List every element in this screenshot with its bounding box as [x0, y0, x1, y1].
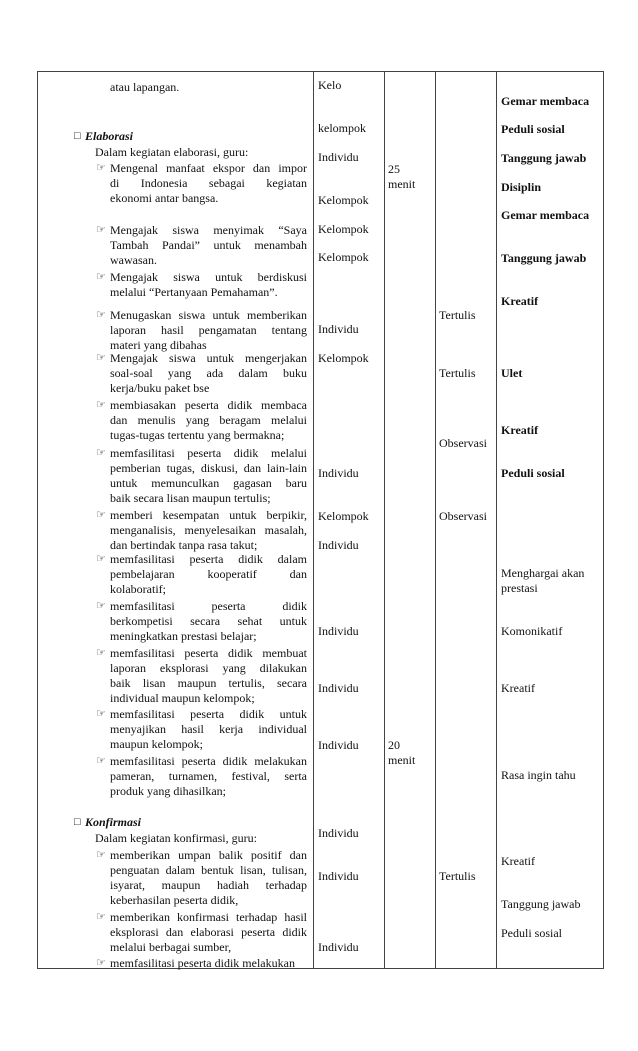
list-item-line: keberhasilan peserta didik, — [110, 893, 239, 907]
grouping-label: Kelompok — [318, 250, 369, 264]
elaborasi-heading: Elaborasi — [85, 129, 134, 143]
character-value: Kreatif — [501, 681, 535, 695]
list-item-line: menganalisis, menyelesaikan masalah, — [110, 523, 307, 537]
list-item-line: maupun kelompok; — [110, 737, 203, 751]
grouping-label: Individu — [318, 826, 359, 840]
grouping-label: Kelompok — [318, 193, 369, 207]
grouping-label: Kelo — [318, 78, 342, 92]
hand-pointing-bullet-icon: ☞ — [96, 647, 106, 659]
list-item-line: laporan eksplorasi yang dilakukan — [110, 661, 307, 675]
list-item-line: memberikan konfirmasi terhadap hasil — [110, 910, 307, 924]
assessment-label: Tertulis — [439, 366, 476, 380]
list-item-line: memfasilitasi peserta didik — [110, 599, 307, 613]
grouping-label: Individu — [318, 940, 359, 954]
list-item-line: kolaboratif; — [110, 582, 166, 596]
list-item-line: produk yang dihasilkan; — [110, 784, 226, 798]
list-item-line: Mengajak siswa untuk mengerjakan — [110, 351, 307, 365]
list-item-line: melalui “Pertanyaan Pemahaman”. — [110, 285, 278, 299]
character-value: Ulet — [501, 366, 523, 380]
hand-pointing-bullet-icon: ☞ — [96, 309, 106, 321]
square-bullet-icon: □ — [74, 816, 81, 828]
hand-pointing-bullet-icon: ☞ — [96, 849, 106, 861]
list-item-line: tugas-tugas tertentu yang bermakna; — [110, 428, 285, 442]
list-item-line: Tambah Pandai” untuk menambah — [110, 238, 307, 252]
hand-pointing-bullet-icon: ☞ — [96, 509, 106, 521]
character-value: Menghargai akan — [501, 566, 585, 580]
time-value: 20 — [388, 738, 400, 752]
hand-pointing-bullet-icon: ☞ — [96, 708, 106, 720]
list-item-line: eksplorasi dan elaborasi peserta didik — [110, 925, 307, 939]
konfirmasi-heading: Konfirmasi — [85, 815, 142, 829]
grouping-label: Kelompok — [318, 222, 369, 236]
list-item-line: meningkatkan prestasi belajar; — [110, 629, 257, 643]
hand-pointing-bullet-icon: ☞ — [96, 399, 106, 411]
hand-pointing-bullet-icon: ☞ — [96, 224, 106, 236]
character-value: Gemar membaca — [501, 94, 590, 108]
list-item-line: untuk memunculkan gagasan baru — [110, 476, 307, 490]
list-item-line: memfasilitasi peserta didik membuat — [110, 646, 307, 660]
list-item-line: memberikan umpan balik positif dan — [110, 848, 307, 862]
list-item-line: baik secara lisan maupun tertulis; — [110, 491, 271, 505]
list-item-line: Mengenal manfaat ekspor dan impor — [110, 161, 307, 175]
character-value: Kreatif — [501, 854, 535, 868]
hand-pointing-bullet-icon: ☞ — [96, 600, 106, 612]
square-bullet-icon: □ — [74, 130, 81, 142]
character-value: Tanggung jawab — [501, 897, 581, 911]
column-divider — [496, 72, 497, 968]
grouping-label: Individu — [318, 681, 359, 695]
list-item-line: memfasilitasi peserta didik dalam — [110, 552, 307, 566]
list-item-line: penguatan dalam bentuk lisan, tulisan, — [110, 863, 307, 877]
list-item-line: memfasilitasi peserta didik melakukan — [110, 754, 307, 768]
hand-pointing-bullet-icon: ☞ — [96, 162, 106, 174]
list-item-line: soal-soal yang ada dalam buku — [110, 366, 307, 380]
list-item-line: memberi kesempatan untuk berpikir, — [110, 508, 307, 522]
list-item-line: di Indonesia sebagai kegiatan — [110, 176, 307, 190]
assessment-label: Observasi — [439, 436, 487, 450]
list-item-line: baik lisan maupun tertulis, secara — [110, 676, 307, 690]
list-item-line: berkompetisi secara sehat untuk — [110, 614, 307, 628]
time-unit: menit — [388, 177, 416, 191]
character-value: prestasi — [501, 581, 538, 595]
column-divider — [313, 72, 314, 968]
character-value: Tanggung jawab — [501, 251, 587, 265]
grouping-label: Individu — [318, 538, 359, 552]
character-value: Peduli sosial — [501, 466, 565, 480]
assessment-label: Tertulis — [439, 308, 476, 322]
list-item-line: isyarat, maupun hadiah terhadap — [110, 878, 307, 892]
grouping-label: Individu — [318, 322, 359, 336]
grouping-label: Individu — [318, 466, 359, 480]
list-item-line: materi yang dibahas — [110, 338, 207, 352]
list-item-line: menyajikan hasil kerja individual — [110, 722, 307, 736]
character-value: Komonikatif — [501, 624, 563, 638]
hand-pointing-bullet-icon: ☞ — [96, 755, 106, 767]
column-divider — [435, 72, 436, 968]
elaborasi-lead: Dalam kegiatan elaborasi, guru: — [95, 145, 249, 159]
character-value: Kreatif — [501, 294, 539, 308]
character-value: Disiplin — [501, 180, 542, 194]
hand-pointing-bullet-icon: ☞ — [96, 957, 106, 969]
list-item-line: memfasilitasi peserta didik untuk — [110, 707, 307, 721]
hand-pointing-bullet-icon: ☞ — [96, 352, 106, 364]
list-item-line: ekonomi antar bangsa. — [110, 191, 219, 205]
character-value: Rasa ingin tahu — [501, 768, 576, 782]
time-unit: menit — [388, 753, 416, 767]
list-item-line: Mengajak siswa menyimak “Saya — [110, 223, 307, 237]
list-item-line: Mengajak siswa untuk berdiskusi — [110, 270, 307, 284]
list-item-line: wawasan. — [110, 253, 157, 267]
list-item-line: Menugaskan siswa untuk memberikan — [110, 308, 307, 322]
konfirmasi-lead: Dalam kegiatan konfirmasi, guru: — [95, 831, 257, 845]
grouping-label: Individu — [318, 738, 359, 752]
list-item-line: memfasilitasi peserta didik melalui — [110, 446, 307, 460]
list-item-line: melalui berbagai sumber, — [110, 940, 232, 954]
list-item-line: pemberian tugas, diskusi, dan lain-lain — [110, 461, 307, 475]
list-item-line: laporan hasil pengamatan tentang — [110, 323, 307, 337]
character-value: Peduli sosial — [501, 122, 565, 136]
character-value: Peduli sosial — [501, 926, 563, 940]
list-item-line: individual maupun kelompok; — [110, 691, 255, 705]
list-item-line: membiasakan peserta didik membaca — [110, 398, 307, 412]
character-value: Kreatif — [501, 423, 539, 437]
hand-pointing-bullet-icon: ☞ — [96, 447, 106, 459]
time-value: 25 — [388, 162, 400, 176]
hand-pointing-bullet-icon: ☞ — [96, 911, 106, 923]
list-item-line: kerja/buku paket bse — [110, 381, 210, 395]
assessment-label: Observasi — [439, 509, 487, 523]
list-item-line: pameran, turnamen, festival, serta — [110, 769, 307, 783]
grouping-label: kelompok — [318, 121, 366, 135]
list-item-line: dan menulis yang beragam melalui — [110, 413, 307, 427]
grouping-label: Individu — [318, 624, 359, 638]
grouping-label: Individu — [318, 869, 359, 883]
list-item-line: memfasilitasi peserta didik melakukan — [110, 956, 295, 970]
hand-pointing-bullet-icon: ☞ — [96, 271, 106, 283]
hand-pointing-bullet-icon: ☞ — [96, 553, 106, 565]
character-value: Gemar membaca — [501, 208, 590, 222]
list-item-line: dan bertindak tanpa rasa takut; — [110, 538, 258, 552]
intro-line: atau lapangan. — [110, 80, 180, 94]
column-divider — [384, 72, 385, 968]
grouping-label: Kelompok — [318, 351, 369, 365]
grouping-label: Individu — [318, 150, 359, 164]
assessment-label: Tertulis — [439, 869, 476, 883]
list-item-line: pembelajaran kooperatif dan — [110, 567, 307, 581]
character-value: Tanggung jawab — [501, 151, 587, 165]
grouping-label: Kelompok — [318, 509, 369, 523]
